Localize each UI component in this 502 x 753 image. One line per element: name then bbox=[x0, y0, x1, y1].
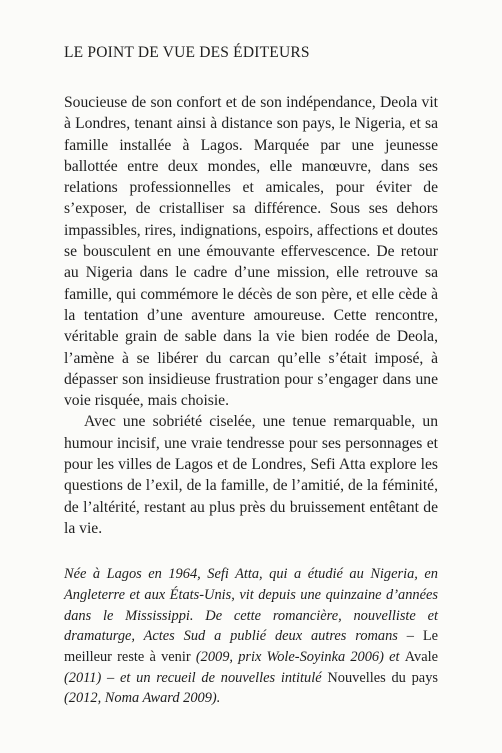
bio-part-4: (2012, Noma Award 2009). bbox=[64, 690, 221, 707]
bio-book-title-1: Le meilleur reste à venir bbox=[64, 628, 438, 666]
bio-book-title-3: Nouvelles du pays bbox=[327, 669, 438, 686]
back-cover-text bbox=[64, 44, 438, 724]
summary-paragraph-1: Soucieuse de son confort et de son indépendance, Deola vit à Londres, tenant ainsi à distance son pays, le Nigeria, et sa famille installée à Lagos. Marquée par une jeunesse ballottée entre deux mondes, elle manœuvre, dans ses relations professionnelles et amicales, pour éviter de s’exposer, de cristalliser sa différence. Sous ses dehors impassibles, rires, indignations, espoirs, affections et doutes se bousculent en une émouvante effervescence. De retour au Nigeria dans le cadre d’une mission, elle retrouve sa famille, qui commémore le décès de son père, et elle cède à la tentation d’une aventure amoureuse. Cette rencontre, véritable grain de sable dans la vie bien rodée de Deola, l’amène à se libérer du carcan qu’elle s’était imposé, à dépasser son insidieuse frustration pour s’engager dans une voie risquée, mais choisie. bbox=[64, 94, 438, 410]
author-bio bbox=[64, 564, 438, 709]
section-title: LE POINT DE VUE DES ÉDITEURS bbox=[64, 44, 310, 61]
bio-part-3: (2011) – et un recueil de nouvelles intitulé bbox=[64, 669, 328, 686]
summary-paragraph-2: Avec une sobriété ciselée, une tenue remarquable, un humour incisif, une vraie tendresse pour ses personnages et pour les villes de Lagos et de Londres, Sefi Atta explore les questions de l’exil, de la famille, de l’amitié, de la féminité, de l’altérité, restant au plus près du bruissement entêtant de la vie. bbox=[64, 413, 438, 537]
summary-text bbox=[64, 92, 438, 539]
bio-part-2: (2009, prix Wole-Soyinka 2006) et bbox=[190, 649, 405, 666]
bio-book-title-2: Avale bbox=[404, 649, 438, 666]
bio-part-1: Née à Lagos en 1964, Sefi Atta, qui a étudié au Nigeria, en Angleterre et aux États-Unis, vit depuis une quinzaine d’années dans le Mississippi. De cette romancière, nouvelliste et dramaturge, Actes Sud a publié deux autres romans – bbox=[64, 566, 438, 645]
